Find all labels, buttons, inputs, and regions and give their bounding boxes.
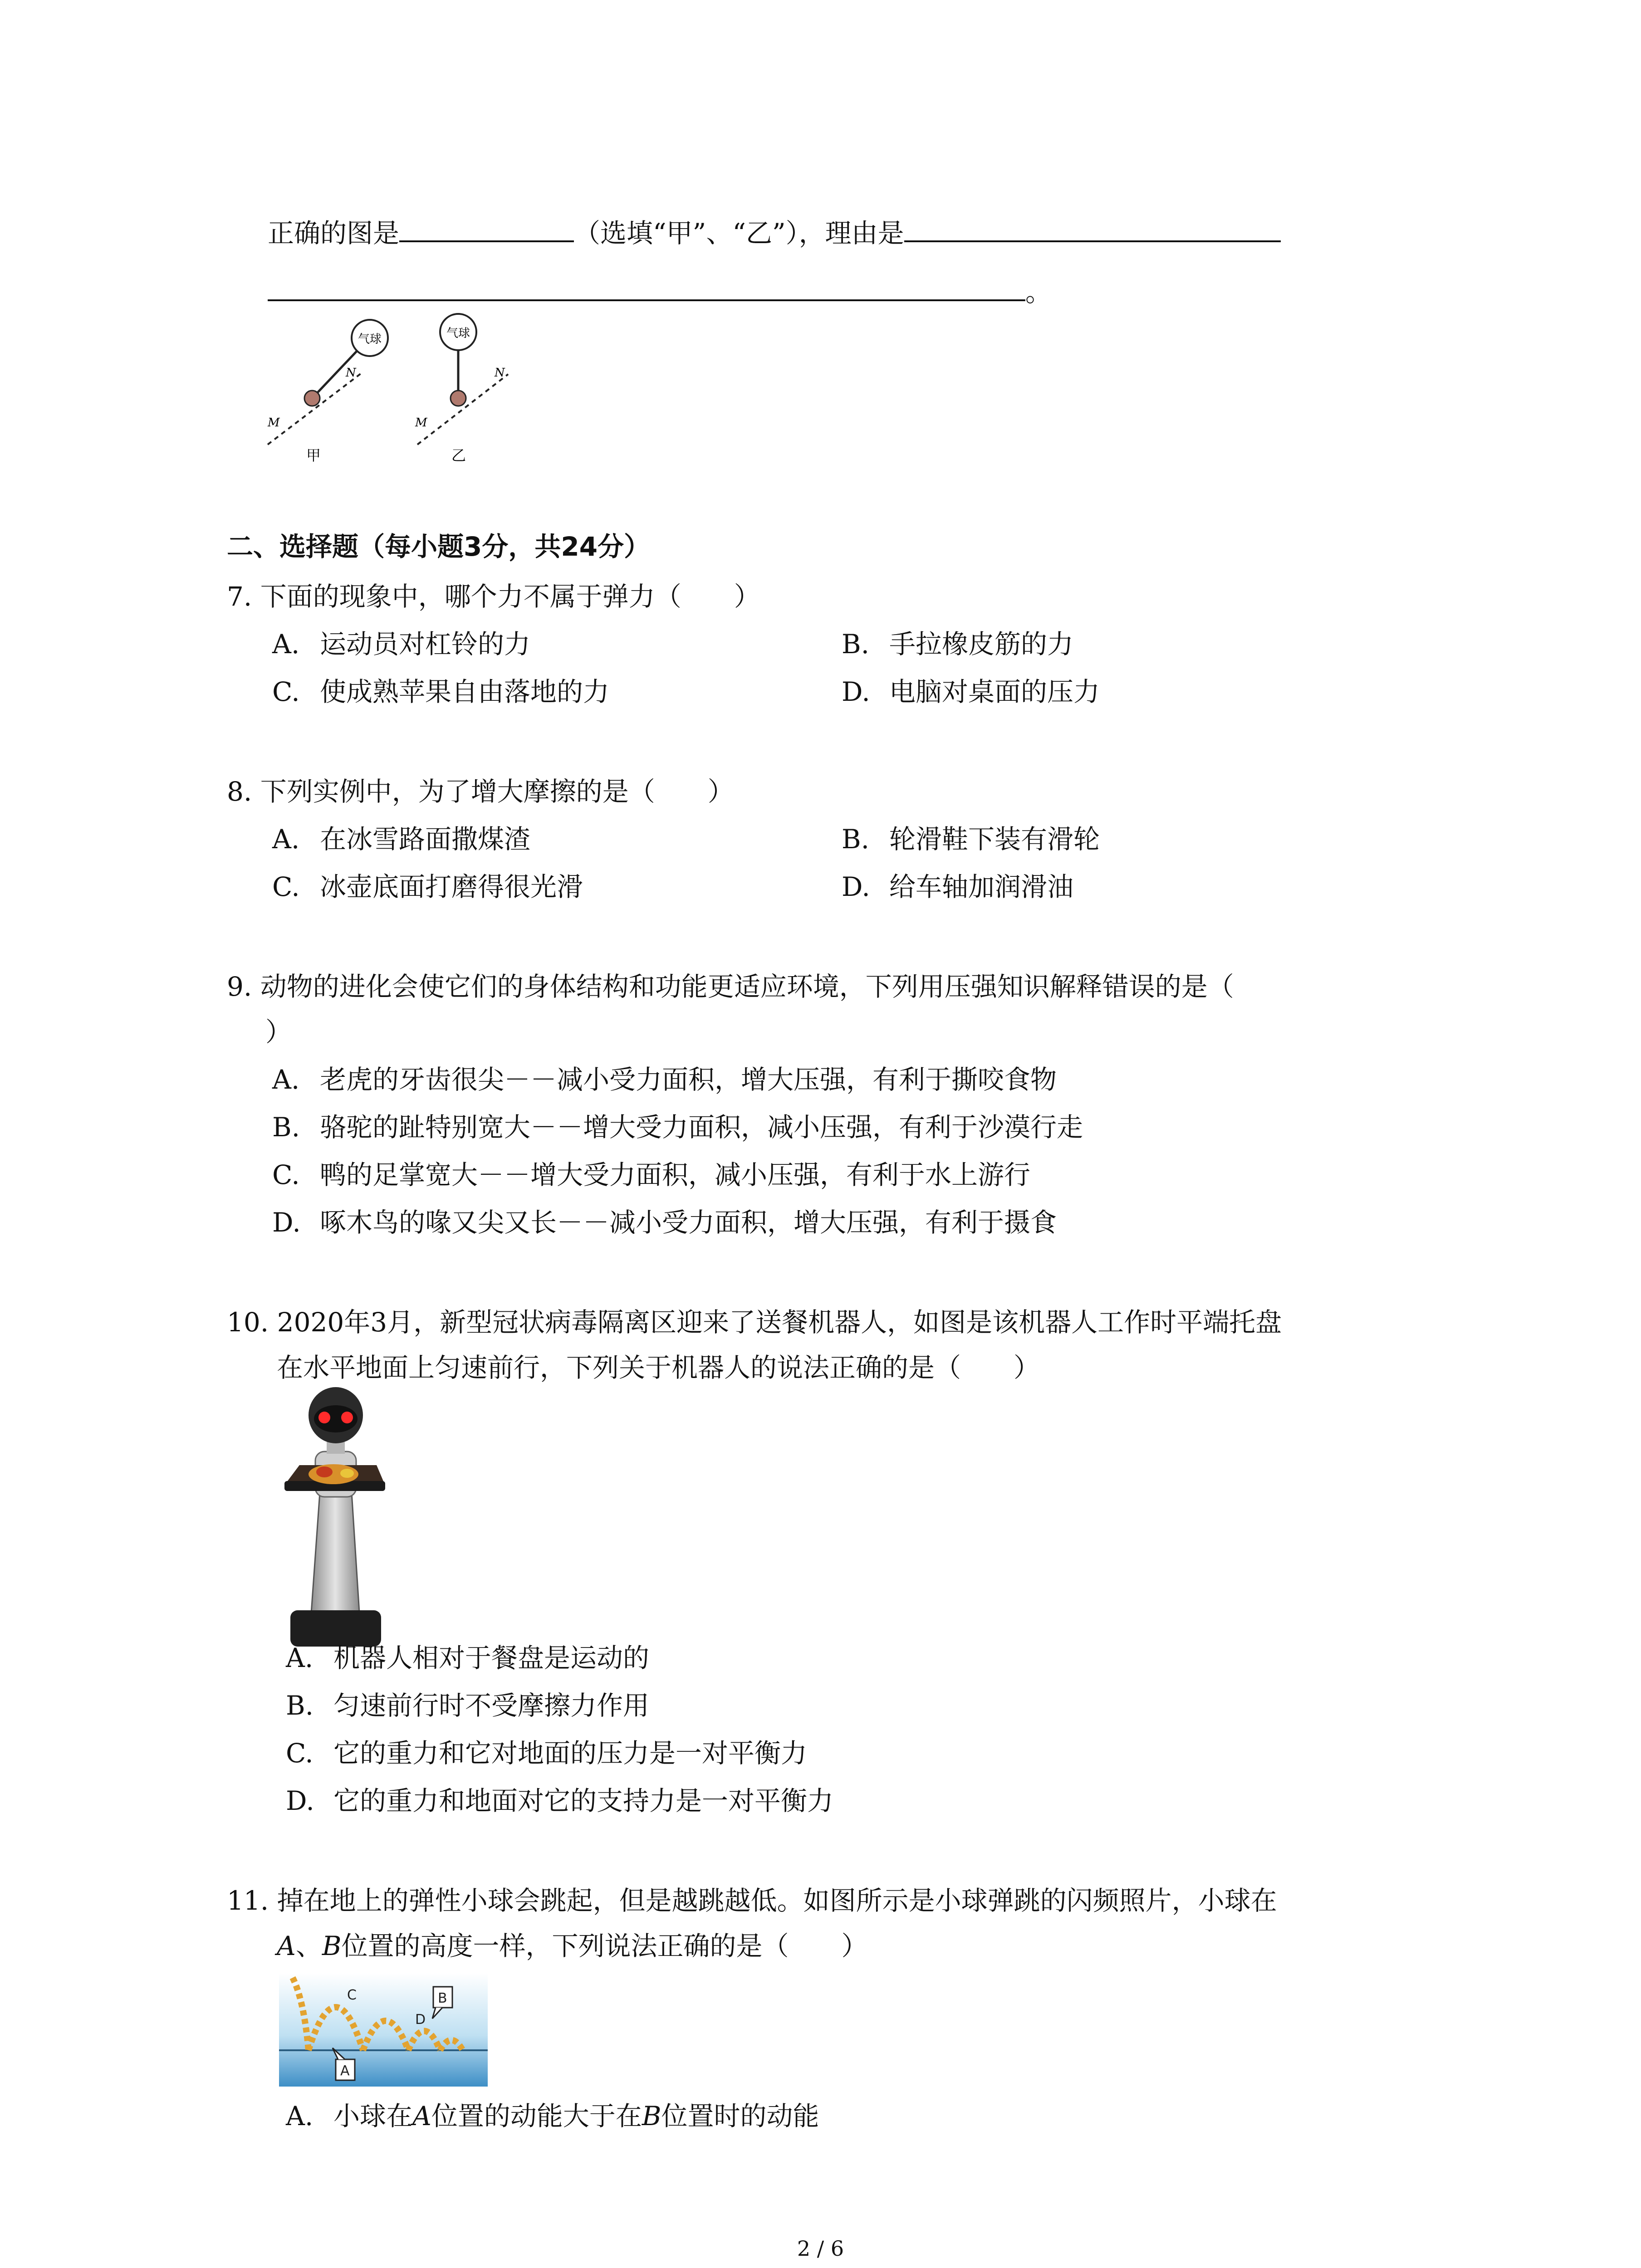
option-text: 电脑对桌面的压力 <box>889 676 1100 707</box>
point-c-label: C <box>347 1987 357 2003</box>
sep: 、 <box>295 1931 322 1961</box>
label-M-jia: M <box>268 416 280 430</box>
point-d-label: D <box>415 2012 426 2028</box>
option-letter: B. <box>272 1112 300 1143</box>
q10-stem-line1: 10. 2020年3月，新型冠状病毒隔离区迎来了送餐机器人，如图是该机器人工作时平端托盘 <box>227 1307 1282 1338</box>
q11-option-a[interactable] <box>286 2098 819 2134</box>
ball-jia <box>304 391 320 406</box>
option-letter: D. <box>842 676 870 707</box>
q9-stem-line2: ） <box>265 1017 292 1047</box>
option-letter: B. <box>842 629 870 660</box>
q9-option-c[interactable] <box>272 1157 1030 1193</box>
label-N-jia: N <box>346 366 356 380</box>
q7-option-c[interactable] <box>272 674 609 710</box>
option-letter: C. <box>272 871 300 902</box>
q7-option-d[interactable] <box>842 674 1100 710</box>
bouncing-ball-figure <box>279 1973 488 2087</box>
opt-a-post: 位置时的动能 <box>661 2101 819 2131</box>
option-text: 鸭的足掌宽大－－增大受力面积，减小压强，有利于水上游行 <box>320 1159 1031 1190</box>
q9-stem-line1: 9. 动物的进化会使它们的身体结构和功能更适应环境，下列用压强知识解释错误的是（ <box>227 971 1234 1002</box>
q10-option-d[interactable] <box>286 1783 833 1819</box>
q9-option-d[interactable] <box>272 1204 1057 1241</box>
q6-answer-line <box>268 212 1281 251</box>
q6-blank-1[interactable] <box>399 212 574 242</box>
q8-option-c[interactable] <box>272 869 583 905</box>
robot-figure <box>279 1383 388 1647</box>
option-text: 它的重力和地面对它的支持力是一对平衡力 <box>333 1785 834 1816</box>
option-text: 它的重力和它对地面的压力是一对平衡力 <box>333 1738 808 1769</box>
page-number: 2 / 6 <box>797 2236 844 2261</box>
option-text: 匀速前行时不受摩擦力作用 <box>333 1690 650 1721</box>
point-b-label: B <box>438 1990 447 2006</box>
opt-a-b: B <box>642 2101 661 2131</box>
robot-eye-right <box>341 1412 353 1423</box>
option-letter: A. <box>286 1642 314 1673</box>
option-letter: C. <box>286 1738 314 1769</box>
q11-stem-line1: 11. 掉在地上的弹性小球会跳起，但是越跳越低。如图所示是小球弹跳的闪频照片，小球在 <box>227 1885 1277 1916</box>
q9-option-a[interactable] <box>272 1061 1057 1098</box>
q8-option-b[interactable] <box>842 821 1100 857</box>
figure-jia <box>267 320 388 464</box>
q6-answer-line-2 <box>268 271 1052 310</box>
q6-figure <box>259 313 513 476</box>
option-text: 在冰雪路面撒煤渣 <box>320 824 531 855</box>
q8-option-d[interactable] <box>842 869 1073 905</box>
q7-stem: 7. 下面的现象中，哪个力不属于弹力（ ） <box>227 581 760 612</box>
q7-option-a[interactable] <box>272 626 530 662</box>
balloon-label-jia: 气球 <box>358 332 382 346</box>
q8-stem: 8. 下列实例中，为了增大摩擦的是（ ） <box>227 776 734 807</box>
option-text: 轮滑鞋下装有滑轮 <box>889 824 1100 855</box>
label-N-yi: N <box>495 366 505 380</box>
label-jia: 甲 <box>306 447 321 464</box>
q7-option-b[interactable] <box>842 626 1073 662</box>
option-letter: D. <box>272 1207 301 1238</box>
option-text: 手拉橡皮筋的力 <box>889 629 1074 660</box>
option-text: 运动员对杠铃的力 <box>320 629 531 660</box>
q10-option-c[interactable] <box>286 1735 807 1771</box>
option-letter: A. <box>286 2101 314 2131</box>
figure-yi <box>415 314 508 464</box>
option-letter: D. <box>286 1785 314 1816</box>
opt-a-mid: 位置的动能大于在 <box>431 2101 642 2131</box>
q11-stem-rest: 位置的高度一样，下列说法正确的是（ ） <box>341 1931 868 1961</box>
option-letter: C. <box>272 676 300 707</box>
q10-option-a[interactable] <box>286 1640 649 1676</box>
q6-middle: （选填“甲”、“乙”），理由是 <box>574 218 904 249</box>
option-text: 老虎的牙齿很尖－－减小受力面积，增大压强，有利于撕咬食物 <box>320 1064 1057 1095</box>
ball-yi <box>451 391 466 406</box>
section2-title: 二、选择题（每小题3分，共24分） <box>227 531 651 562</box>
opt-a-pre: 小球在 <box>333 2101 413 2131</box>
option-text: 机器人相对于餐盘是运动的 <box>333 1642 650 1673</box>
point-a-ref: A <box>277 1931 296 1961</box>
label-yi: 乙 <box>451 447 466 464</box>
q10-stem-line2: 在水平地面上匀速前行，下列关于机器人的说法正确的是（ ） <box>277 1352 1040 1383</box>
option-text: 啄木鸟的喙又尖又长－－减小受力面积，增大压强，有利于摄食 <box>320 1207 1057 1238</box>
q11-stem-line2 <box>277 1928 868 1964</box>
option-letter: A. <box>272 1064 300 1095</box>
option-text: 冰壶底面打磨得很光滑 <box>320 871 583 902</box>
option-text: 使成熟苹果自由落地的力 <box>320 676 610 707</box>
balloon-label-yi: 气球 <box>446 327 470 340</box>
q9-option-b[interactable] <box>272 1109 1083 1145</box>
point-b-ref: B <box>322 1931 342 1961</box>
opt-a-a: A <box>412 2101 431 2131</box>
robot-eye-left <box>318 1412 330 1423</box>
option-letter: A. <box>272 629 300 660</box>
option-text: 给车轴加润滑油 <box>889 871 1074 902</box>
q6-blank-2[interactable] <box>904 212 1281 242</box>
q6-end: 。 <box>1025 277 1052 308</box>
option-letter: C. <box>272 1159 300 1190</box>
q10-option-b[interactable] <box>286 1687 649 1724</box>
option-letter: A. <box>272 824 300 855</box>
q8-option-a[interactable] <box>272 821 530 857</box>
option-letter: D. <box>842 871 870 902</box>
option-letter: B. <box>286 1690 314 1721</box>
q6-prefix: 正确的图是 <box>268 218 400 249</box>
label-M-yi: M <box>415 416 427 430</box>
q6-blank-3[interactable] <box>268 271 1025 301</box>
point-a-label: A <box>340 2063 350 2079</box>
option-letter: B. <box>842 824 870 855</box>
option-text: 骆驼的趾特别宽大－－增大受力面积，减小压强，有利于沙漠行走 <box>320 1112 1083 1143</box>
